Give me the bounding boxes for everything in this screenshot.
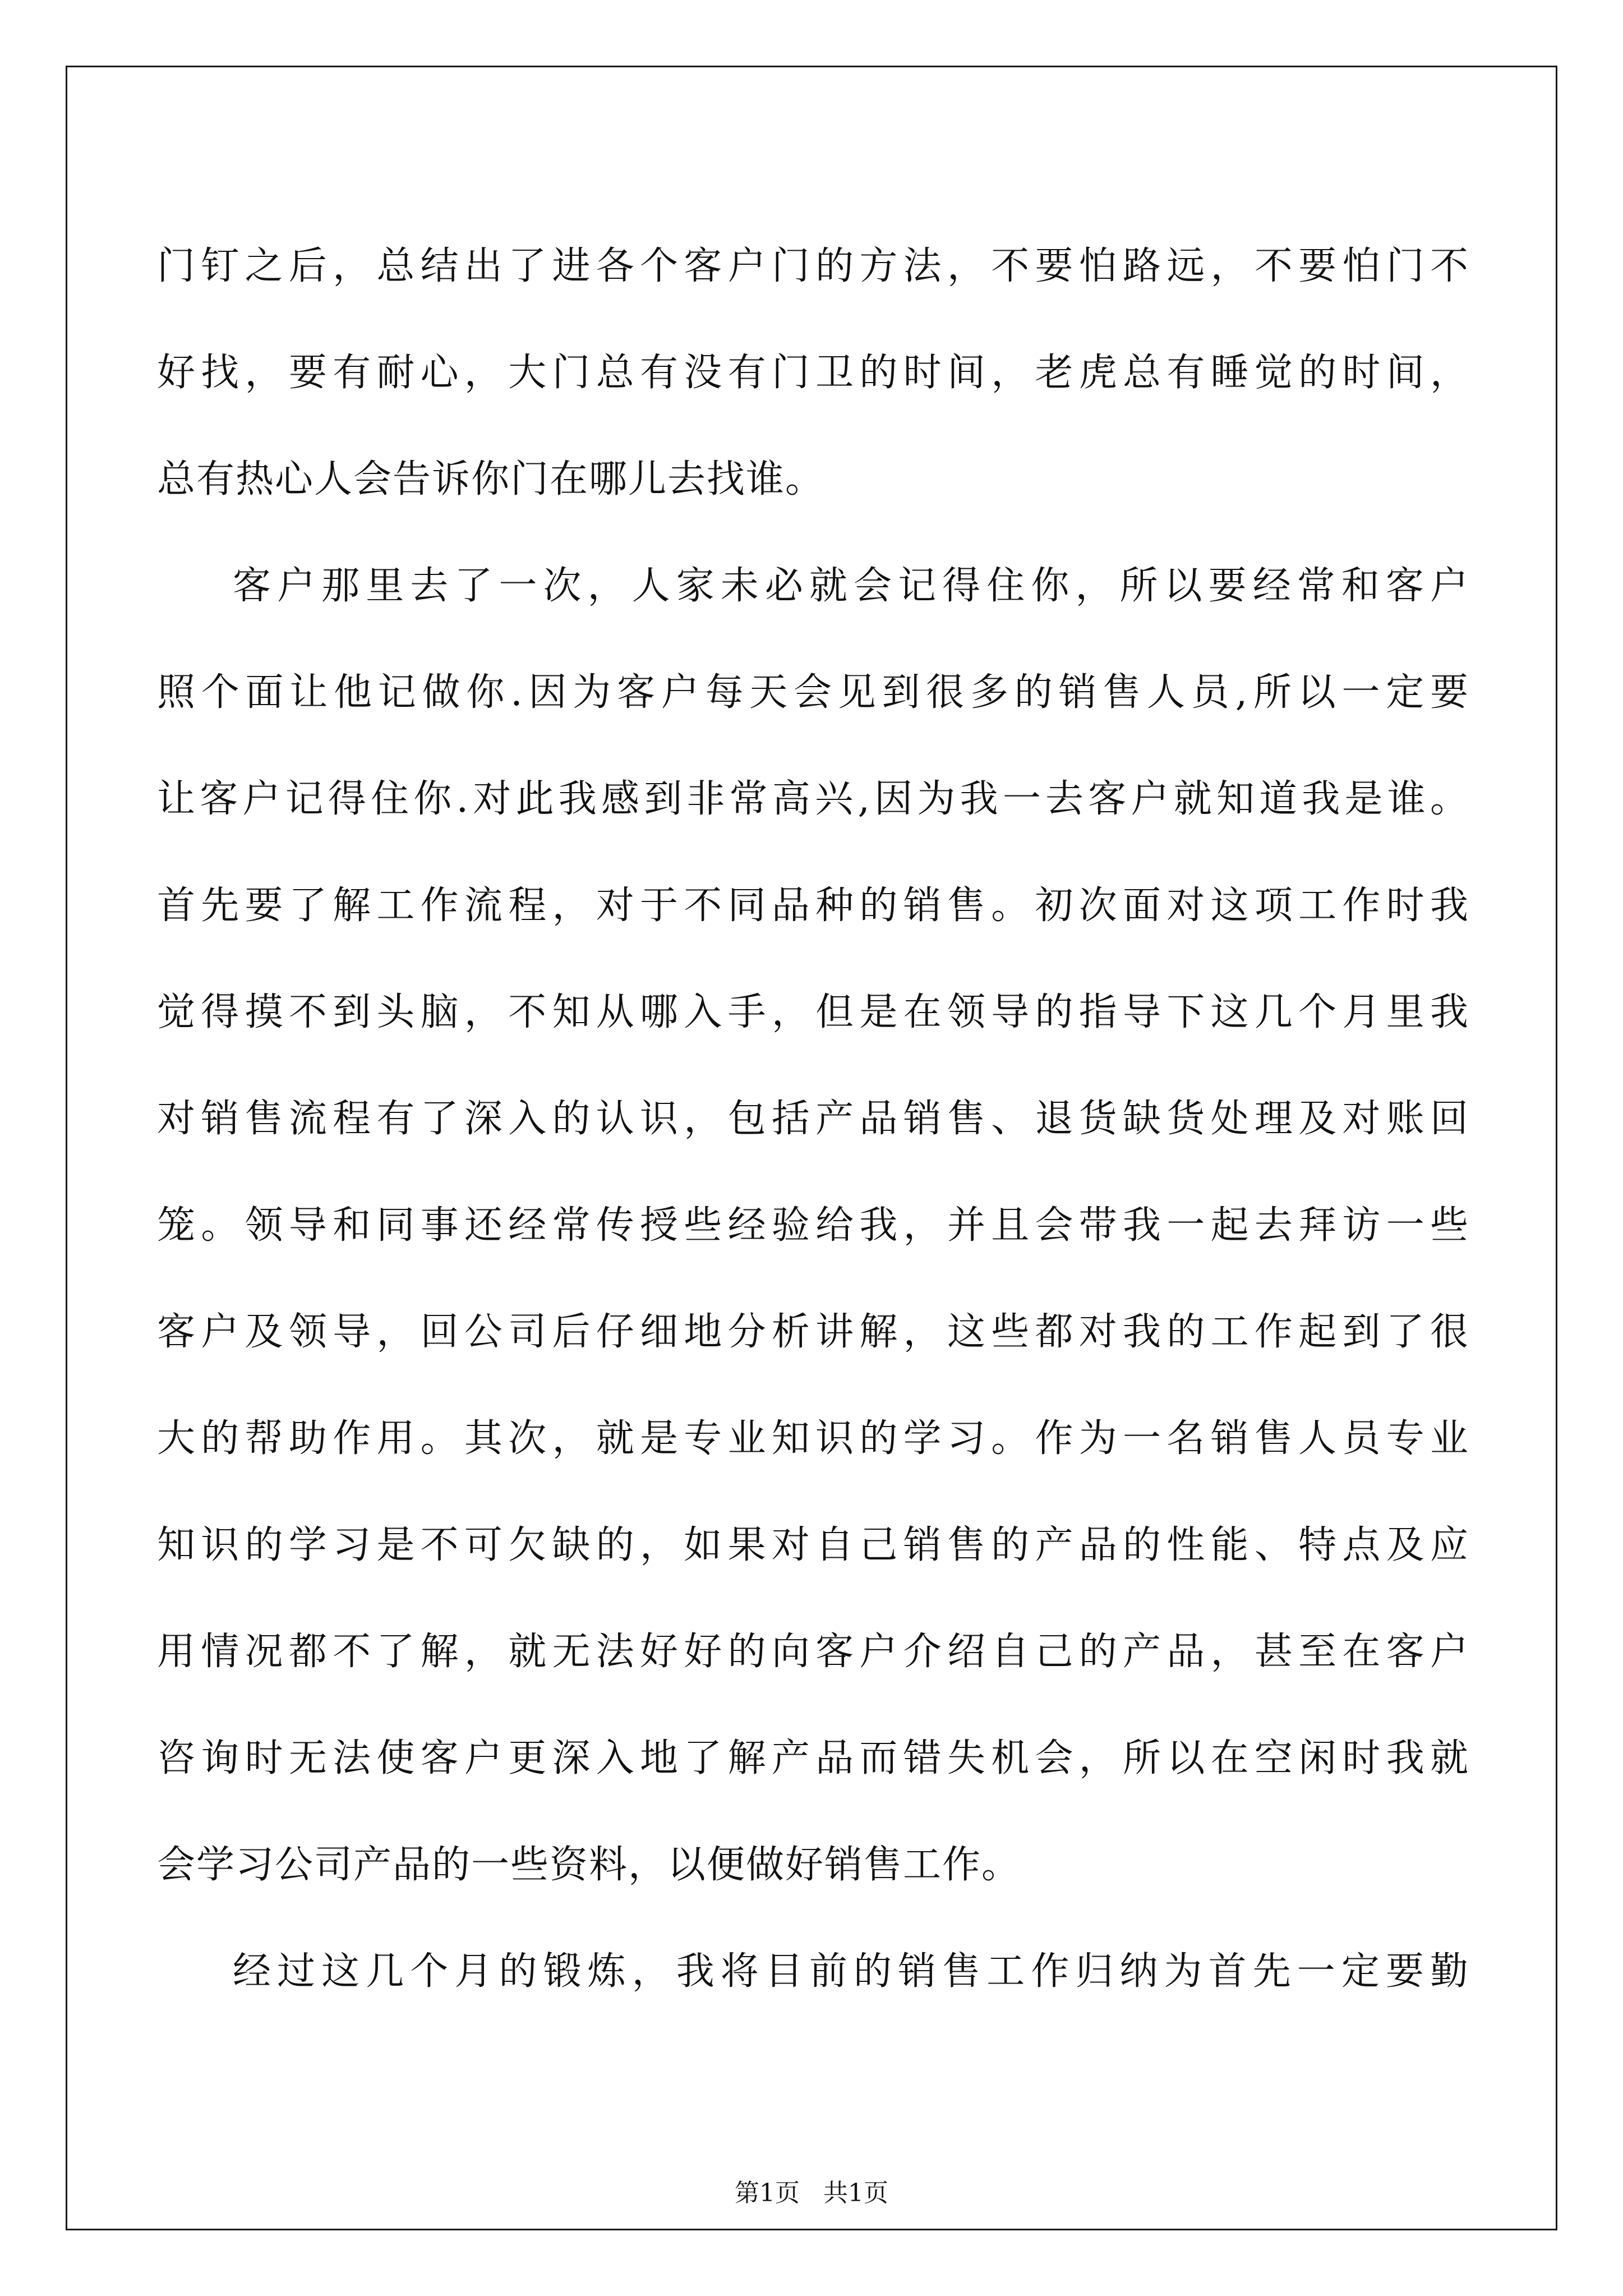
text-line: 好找，要有耐心，大门总有没有门卫的时间，老虎总有睡觉的时间， bbox=[157, 351, 1469, 395]
text-line: 照个面让他记做你.因为客户每天会见到很多的销售人员,所以一定要 bbox=[157, 670, 1469, 715]
text-line: 总有热心人会告诉你门在哪儿去找谁。 bbox=[157, 457, 825, 501]
page-number-footer: 第1页 共1页 bbox=[735, 2179, 888, 2207]
text-line: 对销售流程有了深入的认识，包括产品销售、退货缺货处理及对账回 bbox=[157, 1097, 1469, 1141]
text-line: 客户及领导，回公司后仔细地分析讲解，这些都对我的工作起到了很 bbox=[157, 1310, 1469, 1354]
text-line: 会学习公司产品的一些资料，以便做好销售工作。 bbox=[157, 1843, 1021, 1887]
text-line: 觉得摸不到头脑，不知从哪入手，但是在领导的指导下这几个月里我 bbox=[157, 990, 1469, 1034]
text-line: 笼。领导和同事还经常传授些经验给我，并且会带我一起去拜访一些 bbox=[157, 1203, 1469, 1248]
text-line: 知识的学习是不可欠缺的，如果对自己销售的产品的性能、特点及应 bbox=[157, 1523, 1469, 1567]
text-line: 用情况都不了解，就无法好好的向客户介绍自己的产品，甚至在客户 bbox=[157, 1630, 1469, 1674]
text-line: 咨询时无法使客户更深入地了解产品而错失机会，所以在空闲时我就 bbox=[157, 1736, 1469, 1780]
text-line: 首先要了解工作流程，对于不同品种的销售。初次面对这项工作时我 bbox=[157, 884, 1469, 928]
document-body bbox=[157, 213, 1469, 2025]
text-line: 客户那里去了一次，人家未必就会记得住你，所以要经常和客户 bbox=[233, 564, 1469, 608]
text-line: 大的帮助作用。其次，就是专业知识的学习。作为一名销售人员专业 bbox=[157, 1416, 1469, 1461]
text-line: 门钉之后，总结出了进各个客户门的方法，不要怕路远，不要怕门不 bbox=[157, 244, 1469, 288]
text-line: 经过这几个月的锻炼，我将目前的销售工作归纳为首先一定要勤 bbox=[233, 1949, 1469, 1994]
text-line: 让客户记得住你.对此我感到非常高兴,因为我一去客户就知道我是谁。 bbox=[157, 777, 1469, 821]
